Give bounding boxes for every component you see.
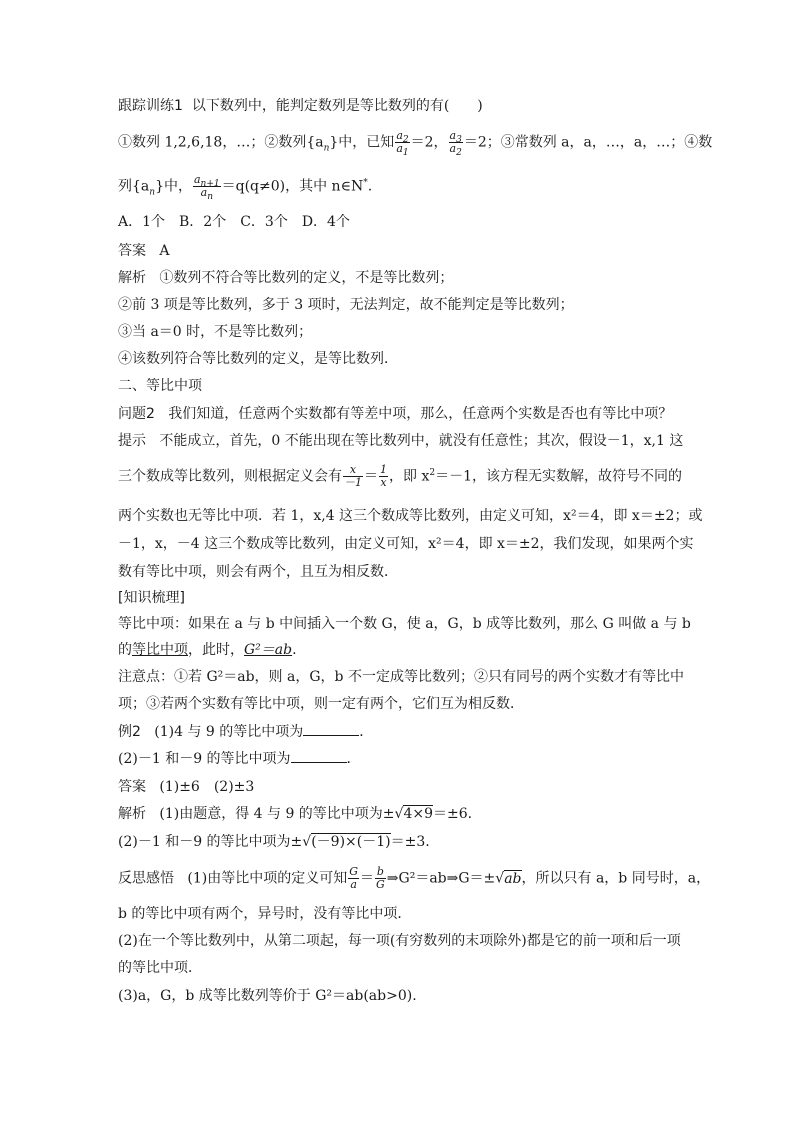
reflection-text: ⇒G²＝ab⇒G＝± — [386, 870, 496, 887]
problem2-text: 我们知道，任意两个实数都有等差中项，那么，任意两个实数是否也有等比中项？ — [168, 406, 673, 422]
def2-formula: G²＝ab — [244, 642, 293, 658]
analysis-text: (2)－1 和－9 的等比中项为± — [118, 834, 303, 850]
opt1-d: ＝2；③常数列 a，a，…，a，…；④数 — [463, 134, 713, 151]
example2-q1-text: (1)4 与 9 的等比中项为 — [154, 724, 304, 740]
opt1-b: }中，已知 — [329, 134, 395, 151]
answer-blank — [303, 723, 359, 736]
fraction-b-G: $\frac{b}{G}$ — [376, 865, 385, 891]
example2-q1 — [118, 722, 373, 742]
fraction-a2-a1: $\frac{a_2}{a_1}$ — [396, 129, 409, 159]
exercise-options-line2: 列$\{a_n\}$中， $\frac{a_{n+1}}{a_n}$ ＝q(q≠0)，其中 n∈N*. — [118, 173, 373, 203]
problem2-label: 问题2 — [118, 406, 155, 422]
exercise-answer — [118, 241, 169, 261]
reflection-label: 反思感悟 — [118, 870, 174, 887]
exercise-question-text: 以下数列中，能判定数列是等比数列的有( ) — [191, 98, 483, 114]
fraction-G-a: $\frac{G}{a}$ — [349, 865, 358, 891]
def2-a: 的 — [118, 642, 132, 658]
knowledge-def2 — [118, 640, 297, 660]
knowledge-note2: 项；③若两个实数有等比中项，则一定有两个，它们互为相反数． — [118, 696, 524, 712]
answer-value: A — [159, 243, 170, 259]
section-title: 二、等比中项 — [118, 378, 202, 394]
fraction-x-neg1: $\frac{x}{-1}$ — [344, 463, 362, 489]
def2-term: 等比中项 — [132, 642, 188, 658]
def2-c: . — [292, 642, 297, 658]
hint-line4: －1，x，－4 这三个数成等比数列，由定义可知，x²＝4，即 x＝±2，我们发现，如果两个实 — [118, 536, 694, 552]
knowledge-def1: 等比中项：如果在 a 与 b 中间插入一个数 G，使 a，G，b 成等比数列，那么 G 叫做 a 与 b — [118, 616, 691, 632]
opt1-c: ＝2， — [410, 134, 448, 151]
period: ． — [346, 751, 361, 767]
exercise-analysis-1 — [118, 268, 453, 288]
reflection-text: ，所以只有 a，b 同号时，a， — [521, 870, 711, 887]
analysis-text: ＝±3. — [390, 834, 430, 850]
problem2 — [118, 404, 672, 424]
opt2-c: ＝q(q≠0)，其中 n∈N — [221, 178, 364, 195]
opt1-a: ①数列 1,2,6,18，…；②数列{a — [118, 134, 324, 151]
hint-line5: 数有等比中项，则会有两个，且互为相反数． — [118, 564, 398, 580]
example2-q2-text: (2)－1 和－9 的等比中项为 — [118, 751, 291, 767]
answer-value: (1)±6 (2)±3 — [159, 779, 255, 795]
def2-b: ，此时， — [188, 642, 244, 658]
fraction-a3-a2: $\frac{a_3}{a_2}$ — [449, 129, 462, 159]
example2-analysis-2: (2)－1 和－9 的等比中项为±√(－9)×(－1)＝±3. — [118, 834, 430, 850]
reflection-line2: b 的等比中项有两个，异号时，没有等比中项． — [118, 906, 412, 922]
example2-analysis-1: 解析 (1)由题意，得 4 与 9 的等比中项为±√4×9＝±6. — [118, 806, 473, 822]
answer-label: 答案 — [118, 243, 146, 259]
exercise-label: 跟踪训练1 — [118, 98, 183, 114]
reflection-line5: (3)a，G，b 成等比数列等价于 G²＝ab(ab>0). — [118, 988, 417, 1004]
example2-answer — [118, 777, 254, 797]
example2-q2 — [118, 749, 361, 769]
opt2-a: 列{a — [118, 178, 150, 195]
hint-line2: 三个数成等比数列，则根据定义会有 $\frac{x}{-1}$ ＝ $\frac{1}{x}$ ，即 $x^2=-1$，该方程无实数解，故符号不同的 — [118, 463, 682, 489]
reflection-line1: 反思感悟 (1)由等比中项的定义可知 $\frac{G}{a}$ ＝ $\frac{b}{G}$ ⇒G²＝ab⇒G＝±√ab，所以只有 a，b 同号时，a， — [118, 865, 711, 891]
analysis-label: 解析 — [118, 806, 146, 822]
analysis-label: 解析 — [118, 270, 146, 286]
exercise-options-line1: ①数列 1,2,6,18，…；②数列$\{a_n\}$中，已知 $\frac{a_2}{a_1}$ ＝2， $\frac{a_3}{a_2}$ ＝2；③常数列 a，a，…，a，…；④数 — [118, 129, 713, 159]
hint-text: 三个数成等比数列，则根据定义会有 — [118, 468, 342, 485]
analysis-item: ②前 3 项是等比数列，多于 3 项时，无法判定，故不能判定是等比数列； — [118, 297, 574, 313]
knowledge-note1: 注意点：①若 G²＝ab，则 a，G，b 不一定成等比数列；②只有同号的两个实数才有等比中 — [118, 669, 684, 685]
hint-line3: 两个实数也无等比中项．若 1，x,4 这三个数成等比数列，由定义可知，x²＝4，即 x＝±2；或 — [118, 508, 703, 524]
hint-line1 — [118, 431, 683, 451]
exercise-choices: A．1个 B．2个 C．3个 D．4个 — [118, 214, 350, 230]
period: ． — [359, 724, 374, 740]
sqrt-radicand: ab — [504, 870, 522, 887]
reflection-line3: (2)在一个等比数列中，从第二项起，每一项(有穷数列的末项除外)都是它的前一项和后一项 — [118, 933, 681, 949]
answer-label: 答案 — [118, 779, 146, 795]
analysis-text: (1)由题意，得 4 与 9 的等比中项为± — [159, 806, 395, 822]
analysis-item: ④该数列符合等比数列的定义，是等比数列． — [118, 351, 398, 367]
reflection-line4: 的等比中项． — [118, 960, 202, 976]
hint-text: 不能成立，首先，0 不能出现在等比数列中，就没有任意性；其次，假设－1，x,1 这 — [159, 433, 684, 449]
fraction-1-x: $\frac{1}{x}$ — [380, 463, 387, 489]
opt2-b: }中， — [155, 178, 192, 195]
analysis-item: ①数列不符合等比数列的定义，不是等比数列； — [159, 270, 454, 286]
exercise-question — [118, 96, 483, 116]
example2-label: 例2 — [118, 724, 141, 740]
analysis-text: ＝±6. — [433, 806, 473, 822]
reflection-text: (1)由等比中项的定义可知 — [187, 870, 348, 887]
analysis-item: ③当 a＝0 时，不是等比数列； — [118, 324, 313, 340]
hint-label: 提示 — [118, 433, 146, 449]
sqrt-radicand: 4×9 — [403, 806, 434, 822]
knowledge-title: [知识梳理] — [118, 590, 185, 606]
hint-text: ，即 x — [389, 468, 430, 485]
fraction-an1-an: $\frac{a_{n+1}}{a_n}$ — [193, 173, 220, 203]
sqrt-radicand: (－9)×(－1) — [311, 834, 391, 850]
answer-blank — [291, 750, 347, 763]
hint-text: ＝－1，该方程无实数解，故符号不同的 — [435, 468, 682, 485]
